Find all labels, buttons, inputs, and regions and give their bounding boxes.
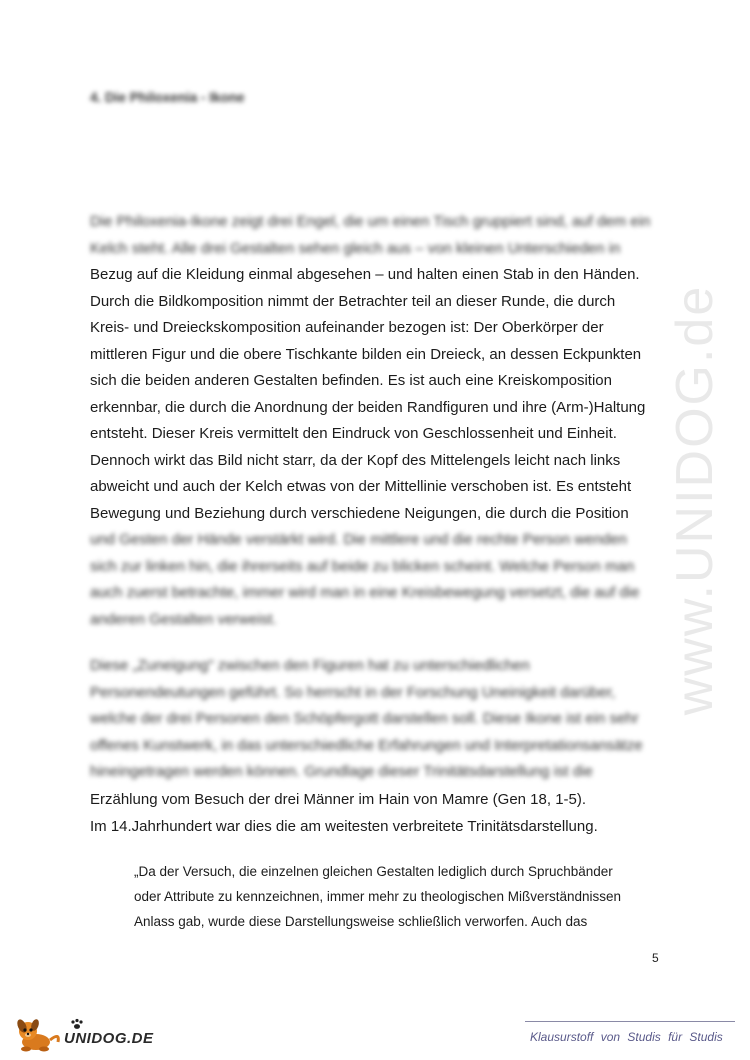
text-line: Bewegung und Beziehung durch verschiedene Neigungen, die durch die Position bbox=[90, 504, 629, 522]
paragraph-2 bbox=[90, 653, 690, 786]
footer-divider bbox=[525, 1021, 735, 1022]
text-line: offenes Kunstwerk, in das unterschiedliche Erfahrungen und Interpretationsansätze bbox=[90, 736, 643, 754]
footer-tagline: Klausurstoff von Studis für Studis bbox=[530, 1030, 723, 1044]
text-line: und Gesten der Hände verstärkt wird. Die mittlere und die rechte Person wenden bbox=[90, 531, 627, 548]
text-line: welche der drei Personen den Schöpfergott darstellen soll. Diese Ikone ist ein sehr bbox=[90, 710, 639, 727]
text-line: Dennoch wirkt das Bild nicht starr, da der Kopf des Mittelengels leicht nach links bbox=[90, 451, 621, 469]
dog-icon bbox=[14, 1018, 66, 1052]
text-line: Kelch steht. Alle drei Gestalten sehen gleich aus – von kleinen Unterschieden in bbox=[90, 239, 621, 257]
text-line: erkennbar, die durch die Anordnung der beiden Randfiguren und ihre (Arm-)Haltung bbox=[90, 398, 646, 416]
text-line: entsteht. Dieser Kreis vermittelt den Eindruck von Geschlossenheit und Einheit. bbox=[90, 425, 617, 442]
paw-icon bbox=[70, 1018, 84, 1030]
quote-line: „Da der Versuch, die einzelnen gleichen Gestalten lediglich durch Spruchbänder bbox=[134, 864, 613, 879]
block-quote bbox=[134, 859, 621, 934]
text-line: Erzählung vom Besuch der drei Männer im Hain von Mamre (Gen 18, 1-5). bbox=[90, 791, 587, 808]
text-line: Bezug auf die Kleidung einmal abgesehen – und halten einen Stab in den Händen. bbox=[90, 266, 640, 283]
quote-line: oder Attribute zu kennzeichnen, immer mehr zu theologischen Mißverständnissen bbox=[134, 889, 621, 904]
text-line: Diese „Zuneigung" zwischen den Figuren hat zu unterschiedlichen bbox=[90, 657, 530, 674]
section-heading: 4. Die Philoxenia - Ikone bbox=[90, 90, 245, 105]
text-line: auch zuerst betrachte, immer wird man in eine Kreisbewegung versetzt, die auf die bbox=[90, 584, 640, 601]
text-line: sich zur linken hin, die ihrerseits auf beide zu blicken scheint. Welche Person man bbox=[90, 557, 635, 575]
text-line: hineingetragen werden können. Grundlage dieser Trinitätsdarstellung ist die bbox=[90, 763, 593, 780]
text-line: abweicht und auch der Kelch etwas von der Mittellinie verschoben ist. Es entsteht bbox=[90, 478, 632, 495]
text-line: anderen Gestalten verweist. bbox=[90, 610, 277, 628]
paragraph-3 bbox=[90, 787, 690, 840]
unidog-logo[interactable] bbox=[14, 1018, 164, 1052]
logo-text: UNIDOG.DE bbox=[64, 1030, 154, 1047]
watermark-text: www.UNIDOG.de bbox=[666, 284, 724, 716]
text-line: mittleren Figur und die obere Tischkante bilden ein Dreieck, an dessen Eckpunkten bbox=[90, 345, 642, 363]
quote-line: Anlass gab, wurde diese Darstellungsweise schließlich verworfen. Auch das bbox=[134, 914, 588, 929]
text-line: Durch die Bildkomposition nimmt der Betrachter teil an dieser Runde, die durch bbox=[90, 292, 616, 310]
text-line: Personendeutungen geführt. So herrscht in der Forschung Uneinigkeit darüber, bbox=[90, 683, 616, 701]
text-line: Kreis- und Dreieckskomposition aufeinander bezogen ist: Der Oberkörper der bbox=[90, 319, 604, 336]
page-number: 5 bbox=[652, 951, 659, 965]
paragraph-1 bbox=[90, 209, 690, 633]
text-line: sich die beiden anderen Gestalten befinden. Es ist auch eine Kreiskomposition bbox=[90, 372, 612, 389]
text-line: Im 14.Jahrhundert war dies die am weitesten verbreitete Trinitätsdarstellung. bbox=[90, 817, 598, 835]
text-line: Die Philoxenia-Ikone zeigt drei Engel, die um einen Tisch gruppiert sind, auf dem ein bbox=[90, 213, 651, 230]
